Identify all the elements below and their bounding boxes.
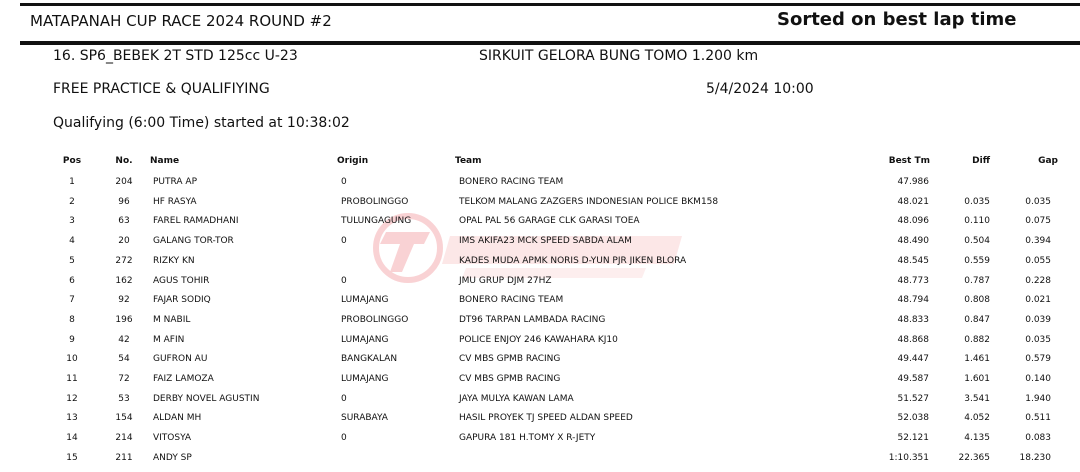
event-title: MATAPANAH CUP RACE 2024 ROUND #2 [30, 12, 332, 30]
cell-gap: 18.230 [1019, 453, 1051, 463]
sort-label: Sorted on best lap time [777, 9, 1017, 30]
cell-best-time: 48.490 [897, 236, 929, 246]
cell-team: JAYA MULYA KAWAN LAMA [459, 394, 574, 404]
col-header-best-time: Best Tm [888, 156, 930, 166]
cell-gap: 0.075 [1025, 216, 1051, 226]
cell-name: FAIZ LAMOZA [153, 374, 214, 384]
cell-pos: 6 [69, 276, 75, 286]
cell-best-time: 48.833 [897, 315, 929, 325]
cell-origin: 0 [341, 236, 347, 246]
cell-diff: 0.787 [964, 276, 990, 286]
cell-team: OPAL PAL 56 GARAGE CLK GARASI TOEA [459, 216, 640, 226]
col-header-origin: Origin [337, 156, 369, 166]
cell-diff: 1.461 [964, 354, 990, 364]
cell-team: HASIL PROYEK TJ SPEED ALDAN SPEED [459, 413, 633, 423]
cell-gap: 0.055 [1025, 256, 1051, 266]
cell-best-time: 48.545 [897, 256, 929, 266]
cell-name: RIZKY KN [153, 256, 195, 266]
cell-best-time: 48.021 [897, 197, 929, 207]
cell-team: IMS AKIFA23 MCK SPEED SABDA ALAM [459, 236, 632, 246]
cell-pos: 15 [66, 453, 78, 463]
col-header-diff: Diff [972, 156, 990, 166]
cell-gap: 1.940 [1025, 394, 1051, 404]
cell-no: 196 [115, 315, 133, 325]
cell-diff: 0.882 [964, 335, 990, 345]
cell-best-time: 48.773 [897, 276, 929, 286]
col-header-name: Name [150, 156, 180, 166]
cell-best-time: 51.527 [897, 394, 929, 404]
session-info: Qualifying (6:00 Time) started at 10:38:02 [53, 115, 350, 131]
cell-team: GAPURA 181 H.TOMY X R-JETY [459, 433, 596, 443]
cell-gap: 0.140 [1025, 374, 1051, 384]
cell-pos: 1 [69, 177, 75, 187]
cell-diff: 0.808 [964, 295, 990, 305]
col-header-team: Team [455, 156, 482, 166]
cell-pos: 11 [66, 374, 78, 384]
cell-origin: 0 [341, 177, 347, 187]
cell-team: DT96 TARPAN LAMBADA RACING [459, 315, 606, 325]
cell-pos: 9 [69, 335, 75, 345]
col-header-gap: Gap [1038, 156, 1058, 166]
cell-gap: 0.511 [1025, 413, 1051, 423]
cell-origin: 0 [341, 433, 347, 443]
cell-diff: 4.135 [964, 433, 990, 443]
cell-pos: 4 [69, 236, 75, 246]
cell-no: 42 [118, 335, 130, 345]
cell-no: 214 [115, 433, 133, 443]
cell-name: ALDAN MH [153, 413, 202, 423]
cell-best-time: 47.986 [897, 177, 929, 187]
session-datetime: 5/4/2024 10:00 [706, 81, 814, 97]
cell-team: CV MBS GPMB RACING [459, 374, 561, 384]
cell-diff: 4.052 [964, 413, 990, 423]
cell-team: POLICE ENJOY 246 KAWAHARA KJ10 [459, 335, 618, 345]
cell-gap: 0.021 [1025, 295, 1051, 305]
cell-origin: BANGKALAN [341, 354, 398, 364]
session-name: FREE PRACTICE & QUALIFIYING [53, 81, 270, 97]
cell-diff: 0.504 [964, 236, 990, 246]
class-name: 16. SP6_BEBEK 2T STD 125cc U-23 [53, 48, 298, 64]
cell-origin: TULUNGAGUNG [341, 216, 412, 226]
cell-no: 96 [118, 197, 130, 207]
cell-name: GUFRON AU [153, 354, 208, 364]
header-rule [20, 41, 1080, 45]
cell-gap: 0.579 [1025, 354, 1051, 364]
cell-name: ANDY SP [153, 453, 192, 463]
cell-no: 92 [118, 295, 130, 305]
cell-name: DERBY NOVEL AGUSTIN [153, 394, 260, 404]
cell-diff: 3.541 [964, 394, 990, 404]
cell-team: BONERO RACING TEAM [459, 177, 564, 187]
cell-pos: 14 [66, 433, 78, 443]
cell-no: 20 [118, 236, 130, 246]
cell-origin: LUMAJANG [341, 335, 389, 345]
cell-no: 162 [115, 276, 133, 286]
cell-team: CV MBS GPMB RACING [459, 354, 561, 364]
cell-no: 204 [115, 177, 133, 187]
cell-pos: 7 [69, 295, 75, 305]
cell-gap: 0.083 [1025, 433, 1051, 443]
cell-pos: 3 [69, 216, 75, 226]
cell-name: FAJAR SODIQ [153, 295, 211, 305]
cell-pos: 13 [66, 413, 78, 423]
col-header-no: No. [115, 156, 133, 166]
cell-pos: 12 [66, 394, 78, 404]
cell-best-time: 52.121 [897, 433, 929, 443]
cell-best-time: 52.038 [897, 413, 929, 423]
cell-name: VITOSYA [153, 433, 192, 443]
cell-team: BONERO RACING TEAM [459, 295, 564, 305]
cell-origin: PROBOLINGGO [341, 197, 409, 207]
cell-best-time: 48.868 [897, 335, 929, 345]
cell-origin: LUMAJANG [341, 295, 389, 305]
cell-team: KADES MUDA APMK NORIS D-YUN PJR JIKEN BLORA [459, 256, 687, 266]
cell-name: M AFIN [153, 335, 185, 345]
cell-gap: 0.039 [1025, 315, 1051, 325]
cell-no: 154 [115, 413, 133, 423]
cell-best-time: 48.794 [897, 295, 929, 305]
cell-name: FAREL RAMADHANI [153, 216, 239, 226]
cell-no: 54 [118, 354, 130, 364]
cell-name: GALANG TOR-TOR [153, 236, 234, 246]
cell-gap: 0.394 [1025, 236, 1051, 246]
cell-diff: 0.110 [964, 216, 990, 226]
cell-best-time: 49.587 [897, 374, 929, 384]
cell-name: HF RASYA [153, 197, 197, 207]
cell-gap: 0.035 [1025, 335, 1051, 345]
col-header-pos: Pos [62, 156, 82, 166]
cell-name: M NABIL [153, 315, 191, 325]
cell-gap: 0.035 [1025, 197, 1051, 207]
cell-no: 211 [115, 453, 133, 463]
cell-pos: 5 [69, 256, 75, 266]
cell-pos: 2 [69, 197, 75, 207]
cell-pos: 8 [69, 315, 75, 325]
cell-name: AGUS TOHIR [153, 276, 210, 286]
cell-best-time: 48.096 [897, 216, 929, 226]
cell-pos: 10 [66, 354, 78, 364]
cell-name: PUTRA AP [153, 177, 198, 187]
top-rule [20, 3, 1080, 6]
cell-no: 272 [115, 256, 133, 266]
cell-team: JMU GRUP DJM 27HZ [459, 276, 552, 286]
cell-diff: 22.365 [958, 453, 990, 463]
cell-diff: 0.035 [964, 197, 990, 207]
circuit-name: SIRKUIT GELORA BUNG TOMO 1.200 km [479, 48, 759, 64]
cell-diff: 0.559 [964, 256, 990, 266]
cell-best-time: 1:10.351 [888, 453, 929, 463]
cell-no: 63 [118, 216, 130, 226]
cell-no: 72 [118, 374, 130, 384]
cell-team: TELKOM MALANG ZAZGERS INDONESIAN POLICE BKM158 [459, 197, 719, 207]
cell-origin: 0 [341, 276, 347, 286]
cell-no: 53 [118, 394, 130, 404]
cell-gap: 0.228 [1025, 276, 1051, 286]
cell-diff: 1.601 [964, 374, 990, 384]
cell-origin: LUMAJANG [341, 374, 389, 384]
cell-diff: 0.847 [964, 315, 990, 325]
cell-origin: PROBOLINGGO [341, 315, 409, 325]
cell-best-time: 49.447 [897, 354, 929, 364]
cell-origin: SURABAYA [341, 413, 388, 423]
cell-origin: 0 [341, 394, 347, 404]
